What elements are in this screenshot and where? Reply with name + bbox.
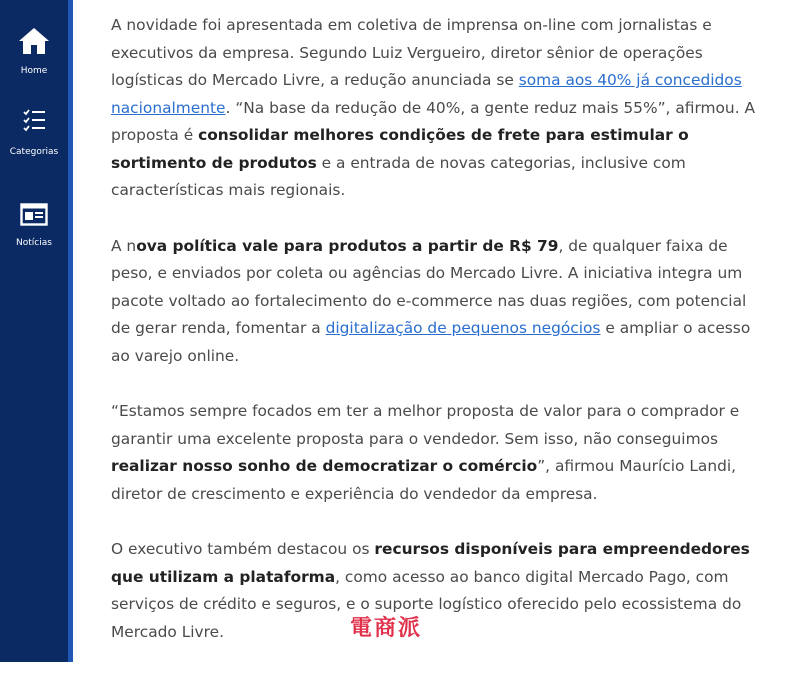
text-run: “Estamos sempre focados em ter a melhor proposta de valor para o comprador e garantir uma excelente proposta para o vendedor. Sem isso, não conseguimos [111, 402, 740, 448]
sidebar-item-label: Categorias [9, 147, 59, 157]
paragraph-3 [111, 398, 767, 508]
paragraph-1 [111, 12, 767, 205]
link-soma-40[interactable]: soma aos 40% já concedidos nacionalmente [111, 71, 742, 117]
sidebar-item-noticias[interactable] [0, 203, 68, 248]
bold-text: realizar nosso sonho de democratizar o comércio [111, 457, 538, 475]
sidebar-item-label: Notícias [16, 238, 52, 248]
watermark-logo [350, 611, 446, 641]
home-icon [0, 26, 68, 60]
sidebar-item-categorias[interactable] [0, 108, 68, 157]
bold-text: ova política vale para produtos a partir de R$ 79 [136, 236, 559, 255]
text-run: e a entrada de novas categorias, inclusive com características mais regionais. [111, 153, 686, 199]
list-icon [0, 108, 68, 138]
text-run: . “Na base da redução de 40%, a gente reduz mais 55%”, afirmou. A proposta é [111, 98, 756, 144]
bold-text: recursos disponíveis para empreendedores que utilizam a plataforma [111, 540, 750, 586]
text-run: , como acesso ao banco digital Mercado Pago, com serviços de crédito e seguros, e o suporte logístico oferecido pelo ecossistema do Mercado Livre. [111, 567, 742, 641]
text-run: A n [111, 236, 137, 255]
bold-text: consolidar melhores condições de frete para estimular o sortimento de produtos [111, 126, 689, 172]
text-run: A novidade foi apresentada em coletiva de imprensa on-line com jornalistas e executivos da empresa. Segundo Luiz Vergueiro, diretor sênior de operações logísticas do Mercado Livre, a redução anunciada se [111, 16, 712, 89]
sidebar-item-home[interactable] [0, 26, 68, 76]
link-digitalizacao[interactable]: digitalização de pequenos negócios [325, 319, 601, 337]
text-run: ”, afirmou Maurício Landi, diretor de crescimento e experiência do vendedor da empresa. [111, 457, 737, 503]
sidebar-item-label: Home [20, 66, 48, 76]
text-run: e ampliar o acesso ao varejo online. [111, 319, 751, 365]
text-run: , de qualquer faixa de peso, e enviados por coleta ou agências do Mercado Livre. A iniciativa integra um pacote voltado ao fortalecimento do e-commerce nas duas regiões, com potencial de gerar renda, fomentar a [111, 236, 747, 337]
watermark-text: 電商派 [350, 615, 423, 641]
text-run: O executivo também destacou os [111, 540, 375, 558]
paragraph-2 [111, 233, 767, 371]
article-body [111, 12, 767, 674]
sidebar-edge [68, 0, 73, 662]
newspaper-icon [0, 203, 68, 231]
sidebar-nav [0, 0, 68, 662]
